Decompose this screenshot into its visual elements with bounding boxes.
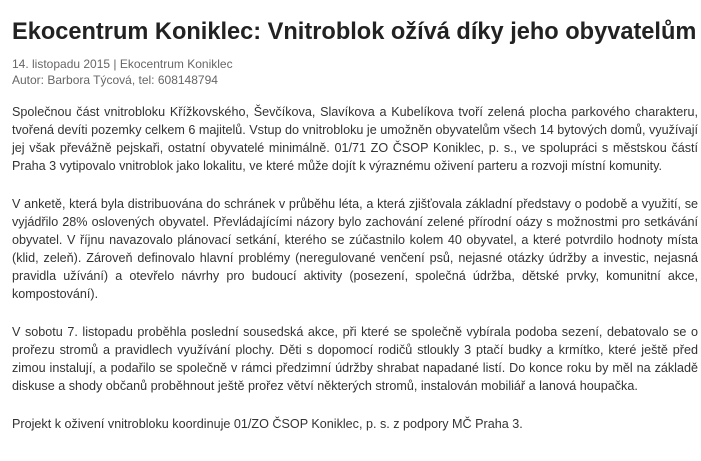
article-date-source: 14. listopadu 2015 | Ekocentrum Koniklec <box>12 57 233 71</box>
article-paragraph: V anketě, která byla distribuována do schránek v průběhu léta, a která zjišťovala základní představy o podobě a využití, se vyjádřilo 28% oslovených obyvatel. Převládajícími názory bylo zachování zelené přírodní oázy s možnostmi pro setkávání obyvatel. V říjnu navazovalo plánovací setkání, kterého se zúčastnilo kolem 40 obyvatel, a které potvrdilo hodnoty místa (klid, zeleň). Zároveň definovalo hlavní problémy (neregulované venčení psů, nejasné otázky údržby a investic, nejasná pravidla užívání) a otevřelo návrhy pro budoucí aktivity (posezení, společná údržba, dětské prvky, komunitní akce, kompostování). <box>12 197 698 301</box>
article-body <box>12 103 698 433</box>
article-paragraph: V sobotu 7. listopadu proběhla poslední sousedská akce, při které se společně vybírala podoba sezení, debatovalo se o prořezu stromů a pravidlech využívání plochy. Děti s dopomocí rodičů stloukly 3 ptačí budky a krmítko, které ještě před zimou instalují, a podařilo se společně v rámci předzimní údržby shrabat napadané listí. Do konce roku by měl na základě diskuse a shody občanů proběhnout ještě prořez větví některých stromů, instalován mobiliář a lanová houpačka. <box>12 325 698 393</box>
article-paragraph: Projekt k oživení vnitrobloku koordinuje 01/ZO ČSOP Koniklec, p. s. z podpory MČ Praha 3. <box>12 417 523 431</box>
article-author: Autor: Barbora Týcová, tel: 608148794 <box>12 73 218 87</box>
article-meta <box>12 56 698 88</box>
article <box>12 0 698 453</box>
article-title: Ekocentrum Koniklec: Vnitroblok ožívá díky jeho obyvatelům <box>12 19 697 45</box>
article-paragraph: Společnou část vnitrobloku Křížkovského, Ševčíkova, Slavíkova a Kubelíkova tvoří zelená plocha parkového charakteru, tvořená devíti pozemky celkem 6 majitelů. Vstup do vnitrobloku je umožněn obyvatelům všech 14 bytových domů, využívají jej však převážně pejskaři, ostatní obyvatelé minimálně. 01/71 ZO ČSOP Koniklec, p. s., ve spolupráci s městskou částí Praha 3 vytipovalo vnitroblok jako lokalitu, ve které může dojít k výraznému oživení parteru a rozvoji místní komunity. <box>12 105 698 173</box>
